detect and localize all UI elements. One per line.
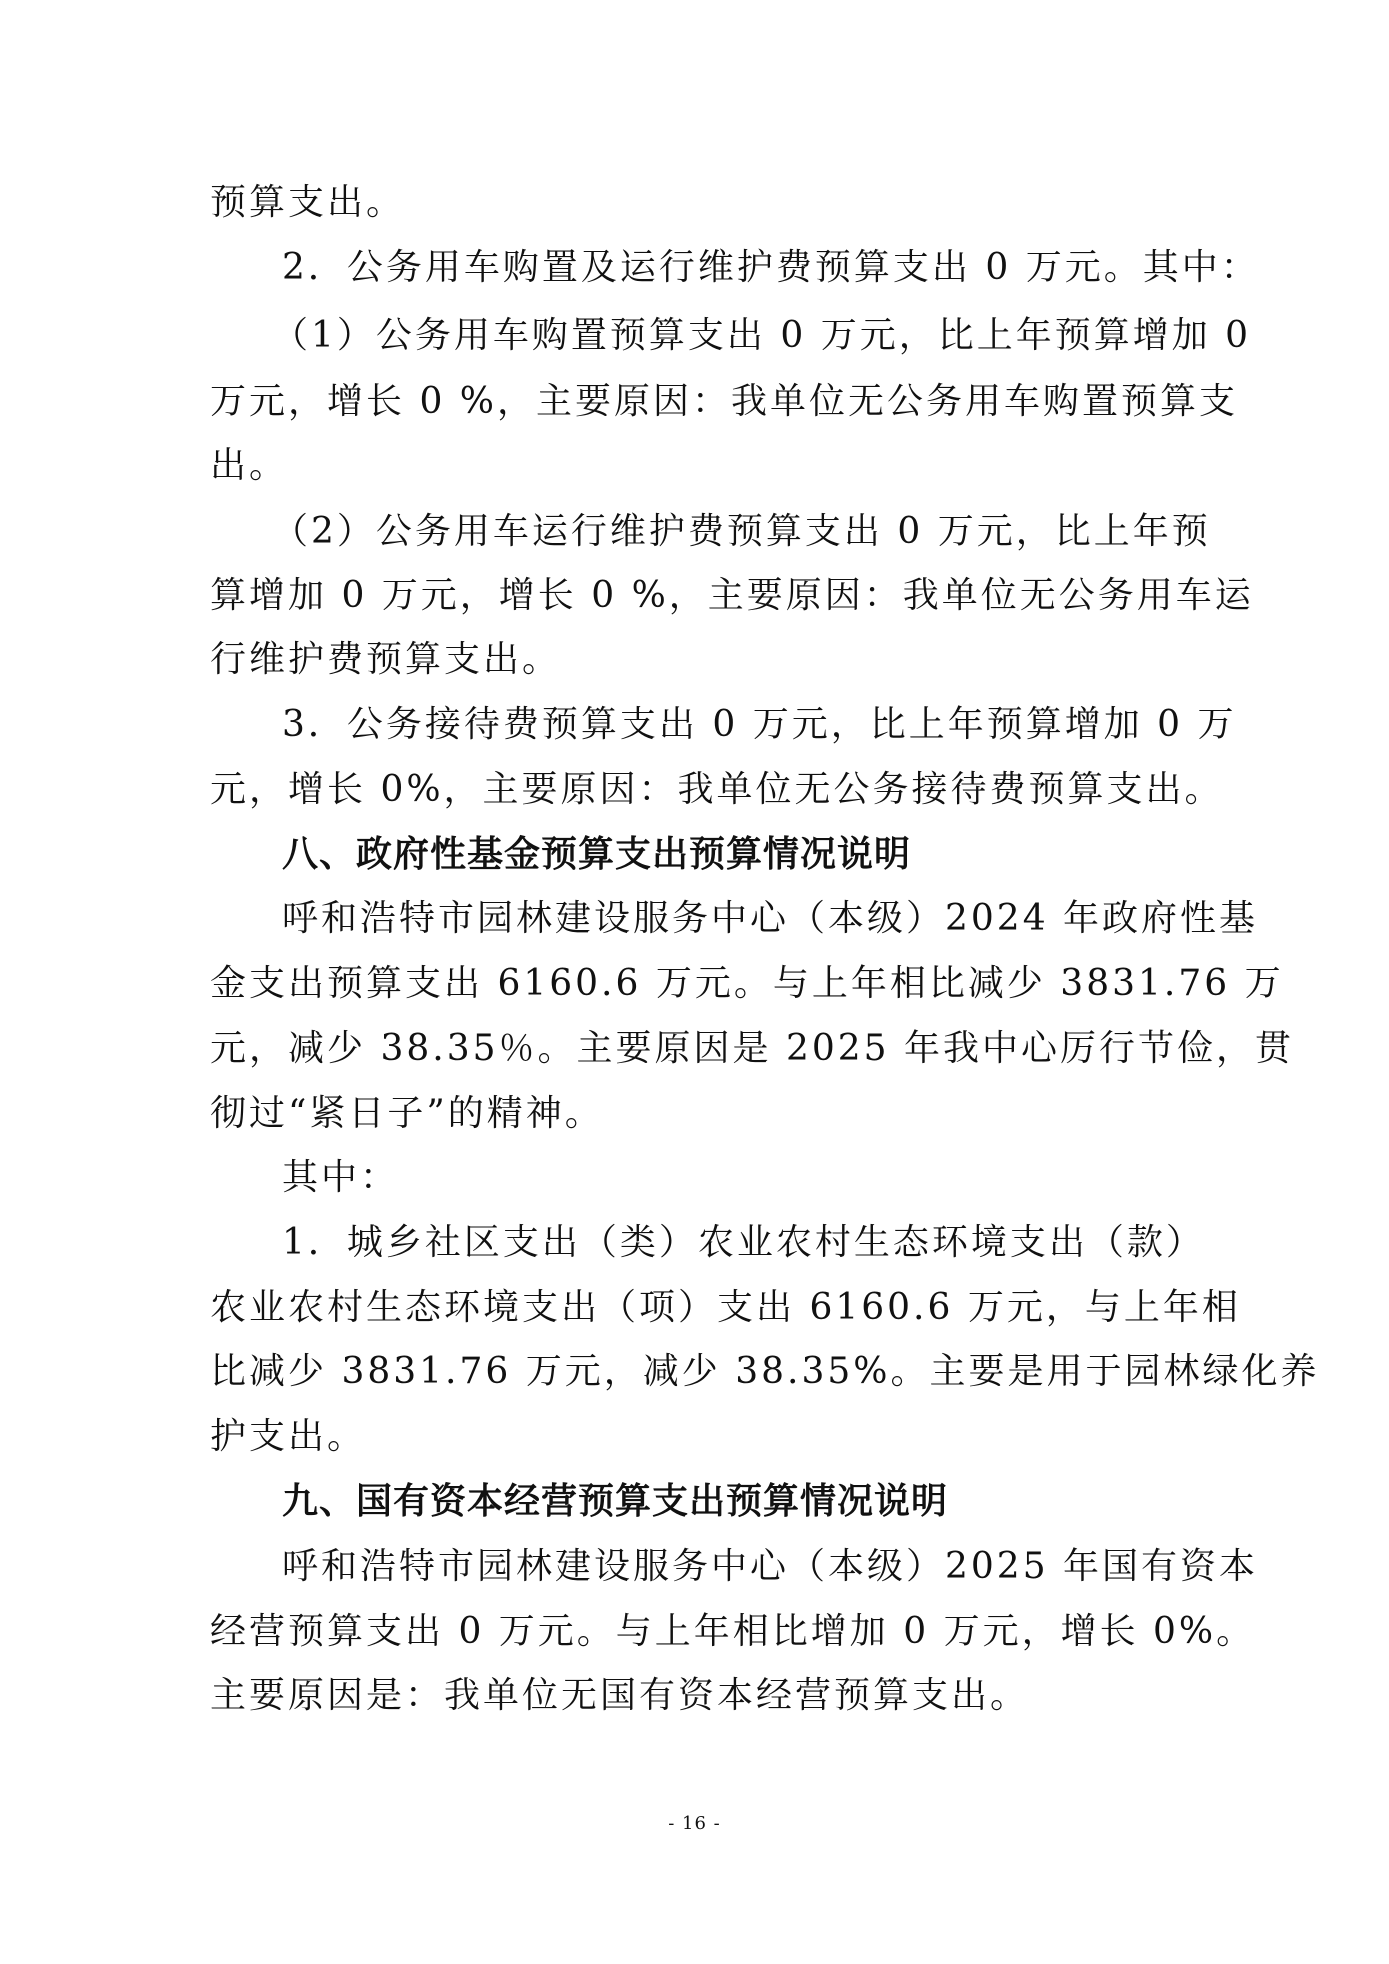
paragraph-line: 1．城乡社区支出（类）农业农村生态环境支出（款） <box>282 1222 1205 1263</box>
paragraph-line: 彻过“紧日子”的精神。 <box>210 1093 604 1134</box>
paragraph-line: 农业农村生态环境支出（项）支出 6160.6 万元，与上年相 <box>210 1287 1241 1328</box>
paragraph-line: （1）公务用车购置预算支出 0 万元，比上年预算增加 0 <box>272 315 1252 356</box>
paragraph-line: 经营预算支出 0 万元。与上年相比增加 0 万元，增长 0%。 <box>210 1611 1256 1652</box>
paragraph-line: 元，增长 0%，主要原因：我单位无公务接待费预算支出。 <box>210 769 1224 810</box>
paragraph-line: 金支出预算支出 6160.6 万元。与上年相比减少 3831.76 万 <box>210 963 1284 1004</box>
paragraph-line: 2．公务用车购置及运行维护费预算支出 0 万元。其中： <box>282 247 1260 288</box>
paragraph-line: 护支出。 <box>210 1416 367 1457</box>
paragraph-line: 算增加 0 万元，增长 0 %，主要原因：我单位无公务用车运 <box>210 575 1254 616</box>
paragraph-line: 3．公务接待费预算支出 0 万元，比上年预算增加 0 万 <box>282 704 1237 745</box>
paragraph-line: 主要原因是：我单位无国有资本经营预算支出。 <box>210 1675 1030 1716</box>
paragraph-line: 行维护费预算支出。 <box>210 639 562 680</box>
page-number: - 16 - <box>668 1813 721 1834</box>
paragraph-line: 呼和浩特市园林建设服务中心（本级）2024 年政府性基 <box>282 898 1259 939</box>
section-heading: 九、国有资本经营预算支出预算情况说明 <box>282 1481 949 1522</box>
paragraph-line: 出。 <box>210 445 289 486</box>
paragraph-line: （2）公务用车运行维护费预算支出 0 万元，比上年预 <box>272 511 1211 552</box>
paragraph-line: 呼和浩特市园林建设服务中心（本级）2025 年国有资本 <box>282 1546 1259 1587</box>
paragraph-line: 万元，增长 0 %，主要原因：我单位无公务用车购置预算支 <box>210 381 1238 422</box>
paragraph-line: 其中： <box>282 1157 400 1198</box>
paragraph-line: 比减少 3831.76 万元，减少 38.35%。主要是用于园林绿化养 <box>210 1351 1320 1392</box>
paragraph-line: 预算支出。 <box>210 182 406 223</box>
paragraph-line: 元，减少 38.35％。主要原因是 2025 年我中心厉行节俭，贯 <box>210 1028 1295 1069</box>
section-heading: 八、政府性基金预算支出预算情况说明 <box>282 834 912 875</box>
